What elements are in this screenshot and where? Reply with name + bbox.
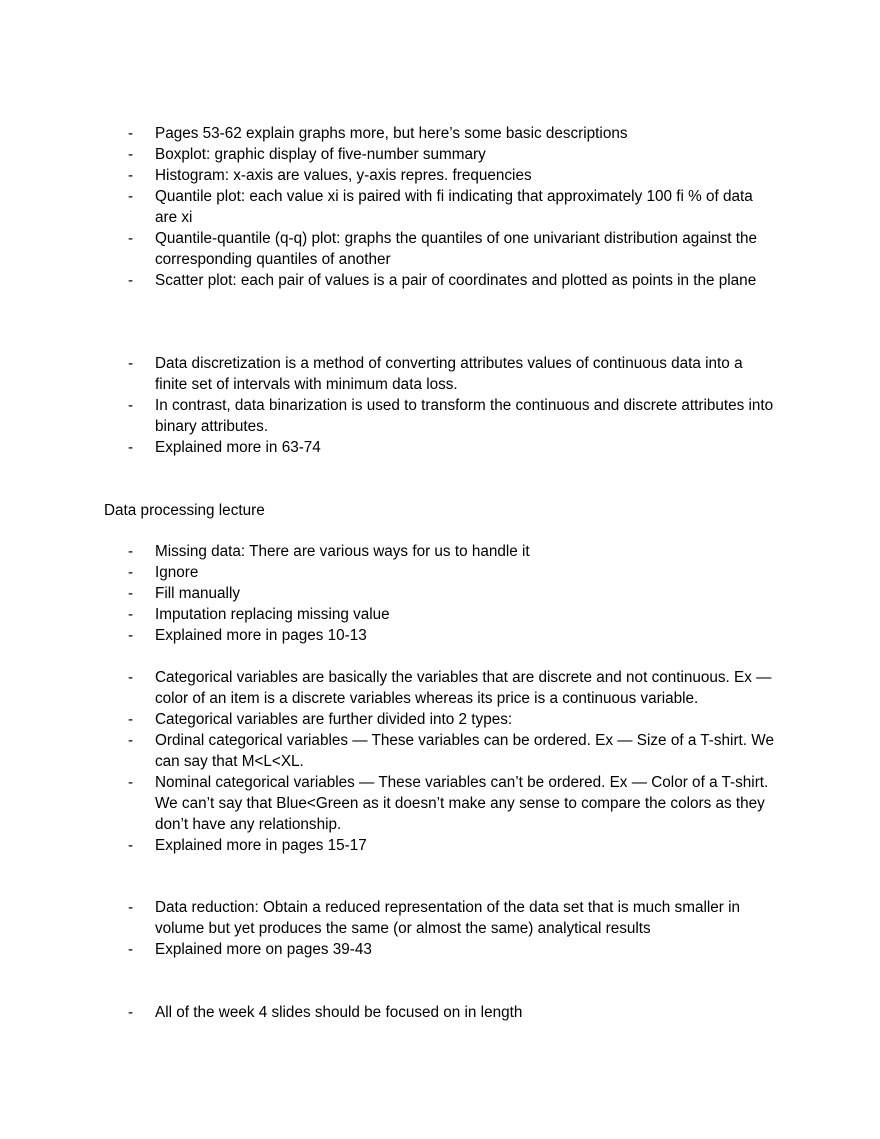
list-item: - Histogram: x-axis are values, y-axis repres. frequencies	[0, 165, 775, 186]
list-item: - Categorical variables are basically the variables that are discrete and not continuous. Ex — color of an item is a discrete variables whereas its price is a continuous variable.	[0, 667, 775, 709]
list-item: - In contrast, data binarization is used to transform the continuous and discrete attributes into binary attributes.	[0, 395, 775, 437]
list-item: - Missing data: There are various ways for us to handle it	[0, 541, 775, 562]
list-item: - Boxplot: graphic display of five-number summary	[0, 144, 775, 165]
missing-data-list	[0, 541, 880, 646]
week4-list	[0, 1002, 880, 1023]
list-item: - Ordinal categorical variables — These variables can be ordered. Ex — Size of a T-shirt. We can say that M<L<XL.	[0, 730, 775, 772]
list-item: - Explained more in pages 10-13	[0, 625, 775, 646]
list-item: - Ignore	[0, 562, 775, 583]
discretization-list	[0, 353, 880, 458]
list-item: - All of the week 4 slides should be focused on in length	[0, 1002, 775, 1023]
list-item: - Scatter plot: each pair of values is a pair of coordinates and plotted as points in the plane	[0, 270, 775, 291]
reduction-list	[0, 897, 880, 960]
list-item: - Nominal categorical variables — These variables can’t be ordered. Ex — Color of a T-shirt. We can’t say that Blue<Green as it doesn’t make any sense to compare the colors as they don’t have any relationship.	[0, 772, 775, 835]
list-item: - Quantile-quantile (q-q) plot: graphs the quantiles of one univariant distribution against the corresponding quantiles of another	[0, 228, 775, 270]
list-item: - Explained more on pages 39-43	[0, 939, 775, 960]
list-item: - Categorical variables are further divided into 2 types:	[0, 709, 775, 730]
list-item: - Fill manually	[0, 583, 775, 604]
list-item: - Imputation replacing missing value	[0, 604, 775, 625]
list-item: - Data discretization is a method of converting attributes values of continuous data into a finite set of intervals with minimum data loss.	[0, 353, 775, 395]
graphs-list	[0, 123, 880, 291]
list-item: - Quantile plot: each value xi is paired with fi indicating that approximately 100 fi % of data are xi	[0, 186, 775, 228]
list-item: - Explained more in 63-74	[0, 437, 775, 458]
categorical-list	[0, 667, 880, 856]
list-item: - Pages 53-62 explain graphs more, but here’s some basic descriptions	[0, 123, 775, 144]
list-item: - Explained more in pages 15-17	[0, 835, 775, 856]
section-heading: Data processing lecture	[104, 502, 265, 519]
list-item: - Data reduction: Obtain a reduced representation of the data set that is much smaller in volume but yet produces the same (or almost the same) analytical results	[0, 897, 775, 939]
